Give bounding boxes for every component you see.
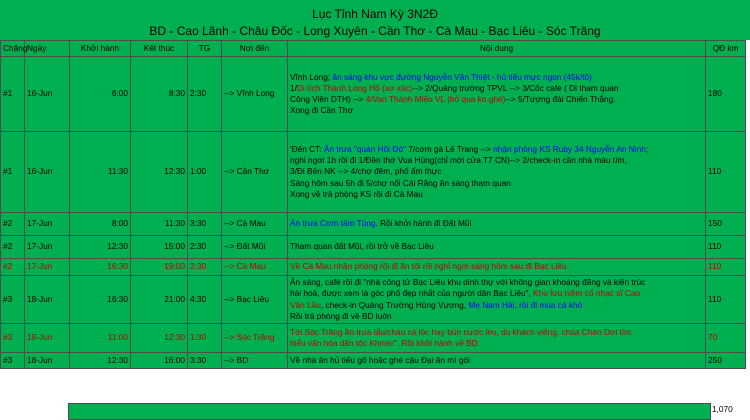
cell-time[interactable]: 1:30	[188, 324, 222, 353]
sheet-subtitle: BD - Cao Lãnh - Châu Đốc - Long Xuyên - Cần Thơ - Cà Mau - Bạc Liêu - Sóc Trăng	[149, 24, 601, 38]
itinerary-table	[0, 40, 746, 369]
cell-end[interactable]: 15:00	[131, 236, 188, 259]
content-segment: Rồi trả phòng đi về BD luôn	[290, 310, 392, 321]
cell-time[interactable]: 2:30	[188, 259, 222, 276]
content-line	[290, 166, 703, 177]
content-segment: Về nhà ăn hủ tiếu gõ hoặc ghé cậu Đại ăn mì gói	[290, 354, 470, 365]
cell-stage[interactable]: #3	[1, 324, 25, 353]
content-segment: Sáng hôm sau 5h đi 5/chợ nổi Cái Răng ăn sáng tham quan	[290, 177, 511, 188]
content-segment: Xong đi Cần Thơ	[290, 105, 353, 116]
cell-time[interactable]: 2:30	[188, 236, 222, 259]
table-row	[1, 132, 746, 213]
cell-distance[interactable]: 250	[706, 353, 746, 369]
cell-depart[interactable]: 11:00	[70, 324, 131, 353]
cell-stage[interactable]: #1	[1, 132, 25, 213]
content-segment: Ăn sáng, café rồi đi "nhà công tử Bạc Liêu khu dinh thự với không gian khoáng đãng và kiến trúc	[290, 277, 646, 288]
cell-distance[interactable]: 110	[706, 276, 746, 324]
content-line	[290, 83, 703, 94]
cell-content[interactable]	[288, 353, 706, 369]
content-segment: Văn Lầu	[290, 299, 321, 310]
content-line	[290, 189, 703, 200]
content-line	[290, 327, 703, 338]
content-line	[290, 338, 703, 349]
content-segment: 7/cơm gà Lê Trang -->	[405, 143, 494, 154]
title-banner	[0, 0, 750, 40]
cell-content[interactable]	[288, 324, 706, 353]
cell-dest[interactable]: --> Vĩnh Long	[222, 57, 288, 132]
content-segment: , check-in Quảng Trường Hùng Vương,	[320, 299, 469, 310]
table-row	[1, 236, 746, 259]
content-segment: nghỉ ngơi 1h rồi đi 1/Đền thờ Vua Hùng(chỉ mời cửa T7 CN)--> 2/check-in cần nhà máu tím,	[290, 155, 627, 166]
cell-content[interactable]	[288, 236, 706, 259]
cell-distance[interactable]: 110	[706, 236, 746, 259]
cell-content[interactable]	[288, 276, 706, 324]
content-line	[290, 105, 703, 116]
header-depart[interactable]: Khởi hành	[70, 41, 131, 57]
cell-time[interactable]: 4:30	[188, 276, 222, 324]
content-segment: Mẹ Nam Hải, rồi đi mua cá khô	[468, 299, 583, 310]
content-segment: 4/Van Thánh Miếu VL (bỏ qua ko ghé)	[365, 94, 506, 104]
content-segment: Về Cà Mau nhận phòng rồi đi ăn tối rồi nghỉ ngơi sáng hôm sau đi Bạc Liêu	[290, 261, 567, 272]
content-segment: ;	[645, 143, 649, 154]
cell-stage[interactable]: #3	[1, 276, 25, 324]
sheet-title: Lục Tỉnh Nam Kỳ 3N2Đ	[312, 7, 438, 21]
cell-stage[interactable]: #2	[1, 259, 25, 276]
content-segment: Xong về trả phòng KS rồi đi Cà Mau	[290, 188, 423, 199]
content-line	[290, 218, 703, 229]
header-time[interactable]: TG	[188, 41, 222, 57]
content-segment: 3/Đi Bến NK --> 4/chợ đêm, phố ẩm thực	[290, 166, 442, 177]
cell-distance[interactable]: 180	[706, 57, 746, 132]
content-segment: Ăn trưa Cơm tấm Tùng	[290, 218, 376, 229]
cell-date[interactable]: 17-Jun	[25, 259, 70, 276]
content-line	[290, 288, 703, 299]
table-row	[1, 276, 746, 324]
cell-dest[interactable]: --> Cà Mau	[222, 213, 288, 236]
cell-depart[interactable]: 6:00	[70, 57, 131, 132]
content-line	[290, 178, 703, 189]
cell-content[interactable]	[288, 132, 706, 213]
cell-date[interactable]: 18-Jun	[25, 276, 70, 324]
content-segment: Tới Sóc Trăng ăn trưa lẩu/cháo cá lóc hay bún nước lèo, du khách viếng: chùa Chén Dơi tìm	[290, 326, 632, 337]
table-row	[1, 57, 746, 132]
cell-dest[interactable]: --> Đất Mũi	[222, 236, 288, 259]
content-segment: hiểu văn hóa dân tộc Khmer". Rồi khởi hành về BD	[290, 338, 478, 348]
content-segment: ăn sáng khu vực đường Nguyễn Văn Thiệt - hủ tiếu mực ngon (45k/tô)	[332, 71, 592, 82]
cell-content[interactable]	[288, 57, 706, 132]
content-segment: nhận phòng KS Ruby 34 Nguyễn An Ninh	[493, 143, 646, 154]
cell-time[interactable]: 3:30	[188, 353, 222, 369]
cell-date[interactable]: 16-Jun	[25, 132, 70, 213]
content-segment: 'Đến CT:	[290, 143, 324, 154]
cell-stage[interactable]: #2	[1, 236, 25, 259]
cell-stage[interactable]: #2	[1, 213, 25, 236]
content-segment: Khu lưu niệm cố nhạc sĩ Cao	[533, 288, 641, 299]
total-distance[interactable]: 1,070	[712, 404, 733, 414]
cell-content[interactable]	[288, 259, 706, 276]
table-row	[1, 213, 746, 236]
cell-end[interactable]: 12:30	[131, 132, 188, 213]
cell-depart[interactable]: 16:30	[70, 259, 131, 276]
cell-depart[interactable]: 8:00	[70, 213, 131, 236]
cell-end[interactable]: 8:30	[131, 57, 188, 132]
content-segment: . Rồi khởi hành đi Đất Mũi	[375, 218, 472, 229]
table-row	[1, 353, 746, 369]
cell-end[interactable]: 21:00	[131, 276, 188, 324]
cell-dest[interactable]: --> Cần Thơ	[222, 132, 288, 213]
cell-distance[interactable]: 150	[706, 213, 746, 236]
content-line	[290, 261, 703, 272]
cell-stage[interactable]: #1	[1, 57, 25, 132]
content-line	[290, 155, 703, 166]
total-distance-cell[interactable]	[68, 403, 711, 420]
cell-end[interactable]: 12:30	[131, 324, 188, 353]
cell-dest[interactable]: --> Cà Mau	[222, 259, 288, 276]
cell-end[interactable]: 16:00	[131, 353, 188, 369]
cell-distance[interactable]: 110	[706, 132, 746, 213]
cell-time[interactable]: 3:30	[188, 213, 222, 236]
cell-content[interactable]	[288, 213, 706, 236]
content-line	[290, 72, 703, 83]
cell-depart[interactable]: 16:30	[70, 276, 131, 324]
cell-date[interactable]: 17-Jun	[25, 213, 70, 236]
content-segment: hài hoà, được xem là góc phố đẹp nhất của người dân Bạc Liêu",	[290, 288, 534, 299]
content-segment: --> 2/Quảng trường TPVL --> 3/Cốc cafe ( Di tham quan	[412, 82, 619, 93]
cell-end[interactable]: 11:30	[131, 213, 188, 236]
cell-distance[interactable]: 110	[706, 259, 746, 276]
content-segment: Di tích Thành Long Hồ (xơ xác)	[296, 82, 413, 93]
table-row	[1, 324, 746, 353]
content-segment: 1/	[290, 82, 297, 93]
header-end[interactable]: Kết thúc	[131, 41, 188, 57]
content-line	[290, 355, 703, 366]
content-line	[290, 144, 703, 155]
cell-time[interactable]: 1:00	[188, 132, 222, 213]
cell-time[interactable]: 2:30	[188, 57, 222, 132]
header-dest[interactable]: Nơi đến	[222, 41, 288, 57]
content-line	[290, 277, 703, 288]
cell-stage[interactable]: #3	[1, 353, 25, 369]
header-content[interactable]: Nội dung	[288, 41, 706, 57]
header-distance[interactable]: QĐ km	[706, 41, 746, 57]
content-segment: Ăn trưa "quán Hồi Đó"	[323, 143, 406, 154]
header-date[interactable]: Ngày	[25, 41, 70, 57]
cell-date[interactable]: 18-Jun	[25, 324, 70, 353]
header-row	[1, 41, 746, 57]
cell-date[interactable]: 17-Jun	[25, 236, 70, 259]
content-segment: Công Viên DTH) -->	[290, 94, 366, 104]
cell-dest[interactable]: --> Sóc Trăng	[222, 324, 288, 353]
cell-end[interactable]: 19:00	[131, 259, 188, 276]
content-line	[290, 94, 703, 105]
content-line	[290, 300, 703, 311]
content-line	[290, 311, 703, 322]
cell-depart[interactable]: 12:30	[70, 236, 131, 259]
cell-dest[interactable]: --> Bạc Liêu	[222, 276, 288, 324]
header-stage[interactable]: Chặng	[1, 41, 25, 57]
cell-distance[interactable]: 70	[706, 324, 746, 353]
cell-date[interactable]: 18-Jun	[25, 353, 70, 369]
table-row	[1, 259, 746, 276]
cell-date[interactable]: 16-Jun	[25, 57, 70, 132]
content-segment: Tham quan đất Mũi, rồi trở về Bạc Liêu	[290, 241, 434, 252]
cell-depart[interactable]: 12:30	[70, 353, 131, 369]
content-segment: Vĩnh Long;	[290, 71, 333, 82]
content-line	[290, 241, 703, 252]
cell-depart[interactable]: 11:30	[70, 132, 131, 213]
cell-dest[interactable]: --> BD	[222, 353, 288, 369]
content-segment: --> 5/Tượng đài Chiến Thắng.	[505, 94, 616, 104]
